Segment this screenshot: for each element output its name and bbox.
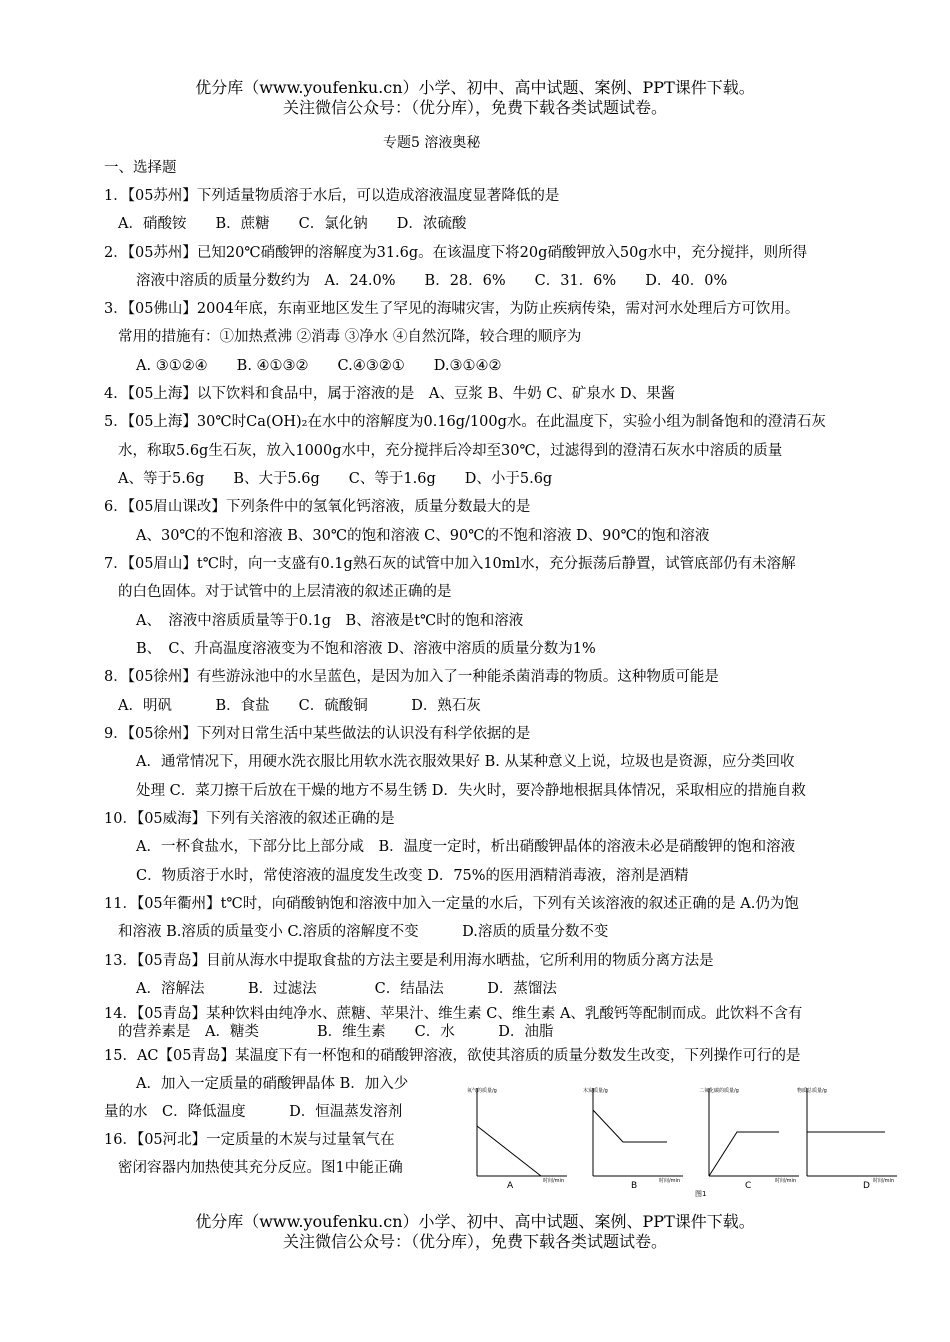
question-14: 14．【05青岛】某种饮料由纯净水、蔗糖、苹果汁、维生素 C、维生素 A、乳酸钙等配制而成。此饮料不含有 <box>104 1006 803 1022</box>
question-9-options-1: A．通常情况下，用硬水洗衣服比用软水洗衣服效果好 B. 从某种意义上说，垃圾也是资源，应分类回收 <box>136 754 795 770</box>
footer-line-1: 优分库（www.youfenku.cn）小学、初中、高中试题、案例、PPT课件下载。 <box>195 1212 755 1231</box>
page-title: 专题5 溶液奥秘 <box>383 135 481 151</box>
footer-line-2: 关注微信公众号：（优分库），免费下载各类试题试卷。 <box>282 1232 667 1251</box>
graph-d <box>807 1088 897 1176</box>
question-9: 9．【05徐州】下列对日常生活中某些做法的认识没有科学依据的是 <box>104 726 531 742</box>
question-2-cont: 溶液中溶质的质量分数约为 A．24.0% B．28．6% C．31．6% D．40．0% <box>136 273 728 289</box>
question-14-cont: 的营养素是 A．糖类 B．维生素 C．水 D．油脂 <box>118 1024 554 1040</box>
question-15-options-1: A．加入一定质量的硝酸钾晶体 B．加入少 <box>136 1076 409 1092</box>
question-7-options-2: B、 C、升高温度溶液变为不饱和溶液 D、溶液中溶质的质量分数为1% <box>136 641 596 657</box>
question-11-cont: 和溶液 B.溶质的质量变小 C.溶质的溶解度不变 D.溶质的质量分数不变 <box>118 924 609 940</box>
question-9-options-2: 处理 C．菜刀擦干后放在干燥的地方不易生锈 D．失火时，要冷静地根据具体情况，采取相应的措施自救 <box>136 783 806 799</box>
graph-c <box>709 1088 799 1176</box>
question-16: 16．【05河北】一定质量的木炭与过量氧气在 <box>104 1132 395 1148</box>
question-15-options-2: 量的水 C．降低温度 D．恒温蒸发溶剂 <box>104 1104 403 1120</box>
graph-a-xlabel: 时间/min <box>543 1178 565 1184</box>
graph-c-xlabel: 时间/min <box>775 1178 797 1184</box>
header-line-2: 关注微信公众号：（优分库），免费下载各类试题试卷。 <box>282 98 667 117</box>
graph-b-xlabel: 时间/min <box>659 1178 681 1184</box>
question-8: 8．【05徐州】有些游泳池中的水呈蓝色，是因为加入了一种能杀菌消毒的物质。这种物质可能是 <box>104 669 719 685</box>
graph-a-line <box>477 1126 541 1176</box>
question-3-options: A. ③①②④ B. ④①③② C.④③②① D.③①④② <box>136 358 502 374</box>
question-8-options: A．明矾 B．食盐 C．硫酸铜 D．熟石灰 <box>118 698 481 714</box>
question-1: 1．【05苏州】下列适量物质溶于水后，可以造成溶液温度显著降低的是 <box>104 188 560 204</box>
question-10-options-1: A．一杯食盐水，下部分比上部分咸 B．温度一定时，析出硝酸钾晶体的溶液未必是硝酸钾的饱和溶液 <box>136 839 796 855</box>
graph-a-ylabel: 氧气的质量/g <box>467 1088 497 1094</box>
question-15: 15．AC【05青岛】某温度下有一杯饱和的硝酸钾溶液，欲使其溶质的质量分数发生改变，下列操作可行的是 <box>104 1048 801 1064</box>
question-7: 7．【05眉山】t℃时，向一支盛有0.1g熟石灰的试管中加入10ml水，充分振荡后静置，试管底部仍有未溶解 <box>104 556 796 572</box>
graph-a <box>477 1088 567 1176</box>
question-7-options-1: A、 溶液中溶质质量等于0.1g B、溶液是t℃时的饱和溶液 <box>136 613 524 629</box>
question-3-cont: 常用的措施有：①加热煮沸 ②消毒 ③净水 ④自然沉降，较合理的顺序为 <box>118 329 582 345</box>
question-2: 2．【05苏州】已知20℃硝酸钾的溶解度为31.6g。在该温度下将20g硝酸钾放入50g水中，充分搅拌，则所得 <box>104 245 808 261</box>
question-11: 11．【05年衢州】t℃时，向硝酸钠饱和溶液中加入一定量的水后，下列有关该溶液的叙述正确的是 A.仍为饱 <box>104 896 799 912</box>
question-10: 10．【05威海】下列有关溶液的叙述正确的是 <box>104 811 395 827</box>
question-5-cont: 水，称取5.6g生石灰，放入1000g水中，充分搅拌后冷却至30℃，过滤得到的澄清石灰水中溶质的质量 <box>118 443 783 459</box>
question-1-options: A．硝酸铵 B．蔗糖 C．氯化钠 D．浓硫酸 <box>118 216 467 232</box>
graph-b-ylabel: 木炭质量/g <box>583 1088 608 1094</box>
question-7-cont: 的白色固体。对于试管中的上层清液的叙述正确的是 <box>118 584 452 600</box>
section-heading: 一、选择题 <box>104 160 177 176</box>
figure-caption: 图1 <box>695 1190 707 1198</box>
graph-a-label: A <box>507 1181 514 1191</box>
page-header <box>0 78 950 118</box>
question-5-options: A、等于5.6g B、大于5.6g C、等于1.6g D、小于5.6g <box>118 471 553 487</box>
question-10-options-2: C．物质溶于水时，常使溶液的温度发生改变 D．75%的医用酒精消毒液，溶剂是酒精 <box>136 868 689 884</box>
header-line-1: 优分库（www.youfenku.cn）小学、初中、高中试题、案例、PPT课件下载。 <box>195 78 755 97</box>
question-16-cont: 密闭容器内加热使其充分反应。图1中能正确 <box>118 1160 403 1176</box>
page-footer <box>0 1212 950 1252</box>
graph-c-line <box>709 1132 779 1176</box>
question-6: 6．【05眉山课改】下列条件中的氢氧化钙溶液，质量分数最大的是 <box>104 499 531 515</box>
question-3: 3．【05佛山】2004年底，东南亚地区发生了罕见的海啸灾害，为防止疾病传染，需对河水处理后方可饮用。 <box>104 301 800 317</box>
question-13-options: A．溶解法 B．过滤法 C．结晶法 D．蒸馏法 <box>136 981 557 997</box>
graph-b <box>593 1088 683 1176</box>
graph-c-label: C <box>745 1181 752 1191</box>
graph-d-xlabel: 时间/min <box>873 1178 895 1184</box>
question-4: 4．【05上海】以下饮料和食品中，属于溶液的是 A、豆浆 B、牛奶 C、矿泉水 D、果酱 <box>104 386 676 402</box>
graph-d-label: D <box>863 1181 870 1191</box>
graph-c-ylabel: 二氧化碳的质量/g <box>699 1088 739 1094</box>
graph-d-ylabel: 物质总质量/g <box>797 1088 827 1094</box>
graph-b-label: B <box>631 1181 638 1191</box>
question-6-options: A、30℃的不饱和溶液 B、30℃的饱和溶液 C、90℃的不饱和溶液 D、90℃的饱和溶液 <box>136 528 710 544</box>
graph-b-line <box>593 1110 667 1142</box>
figure-1-graphs <box>455 1084 900 1200</box>
question-5: 5．【05上海】30℃时Ca(OH)₂在水中的溶解度为0.16g/100g水。在此温度下，实验小组为制备饱和的澄清石灰 <box>104 414 826 430</box>
question-13: 13．【05青岛】目前从海水中提取食盐的方法主要是利用海水晒盐，它所利用的物质分离方法是 <box>104 953 714 969</box>
